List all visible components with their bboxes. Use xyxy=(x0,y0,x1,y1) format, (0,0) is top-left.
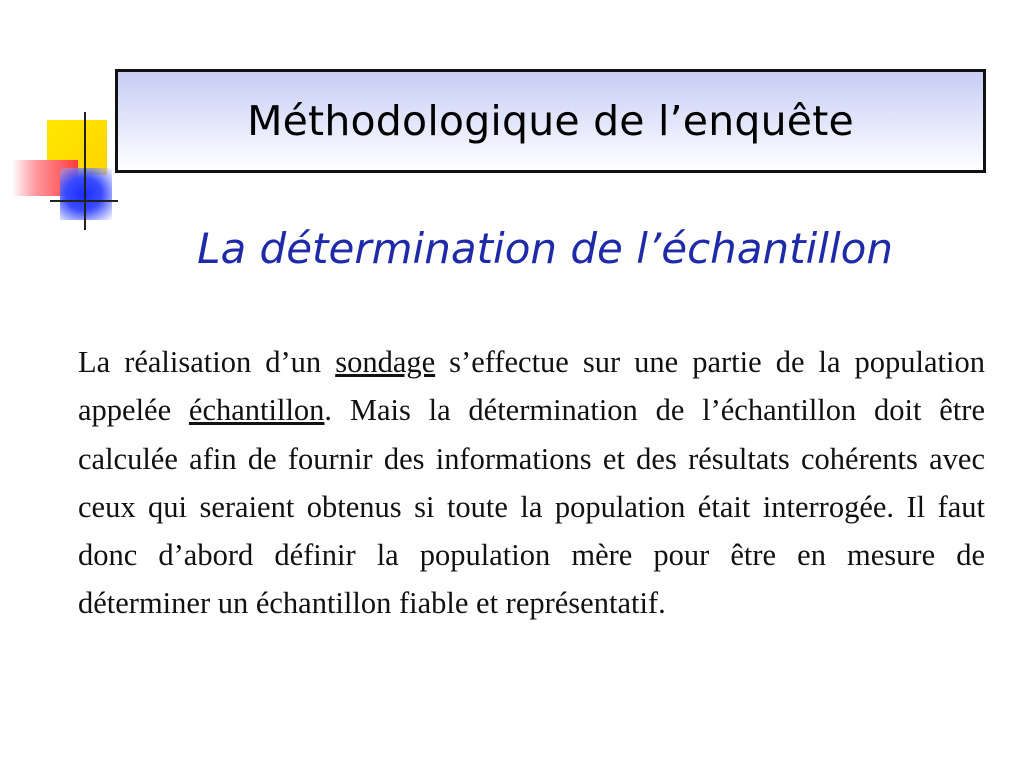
underlined-term-echantillon: échantillon xyxy=(188,393,325,428)
vertical-line-decoration xyxy=(84,112,86,230)
paragraph-text: La réalisation d’un xyxy=(78,345,336,379)
blue-square-decoration xyxy=(60,168,112,220)
slide-title: Méthodologique de l’enquête xyxy=(247,97,854,145)
slide-subtitle: La détermination de l’échantillon xyxy=(197,224,893,273)
paragraph-text: s’effectue sur une partie de la population appelée xyxy=(78,345,986,428)
title-box xyxy=(115,69,986,173)
body-paragraph xyxy=(78,338,985,628)
underlined-term-sondage: sondage xyxy=(335,345,436,379)
paragraph-text: . Mais la détermination de l’échantillon doit être calculée afin de fournir des informations et des résultats cohérents avec ceux qui seraient obtenus si toute la population était interrogée. Il faut donc d’abord définir la population mère pour être en mesure de déterminer un échantillon fiable et représentatif. xyxy=(78,393,985,621)
horizontal-line-decoration xyxy=(50,200,118,202)
